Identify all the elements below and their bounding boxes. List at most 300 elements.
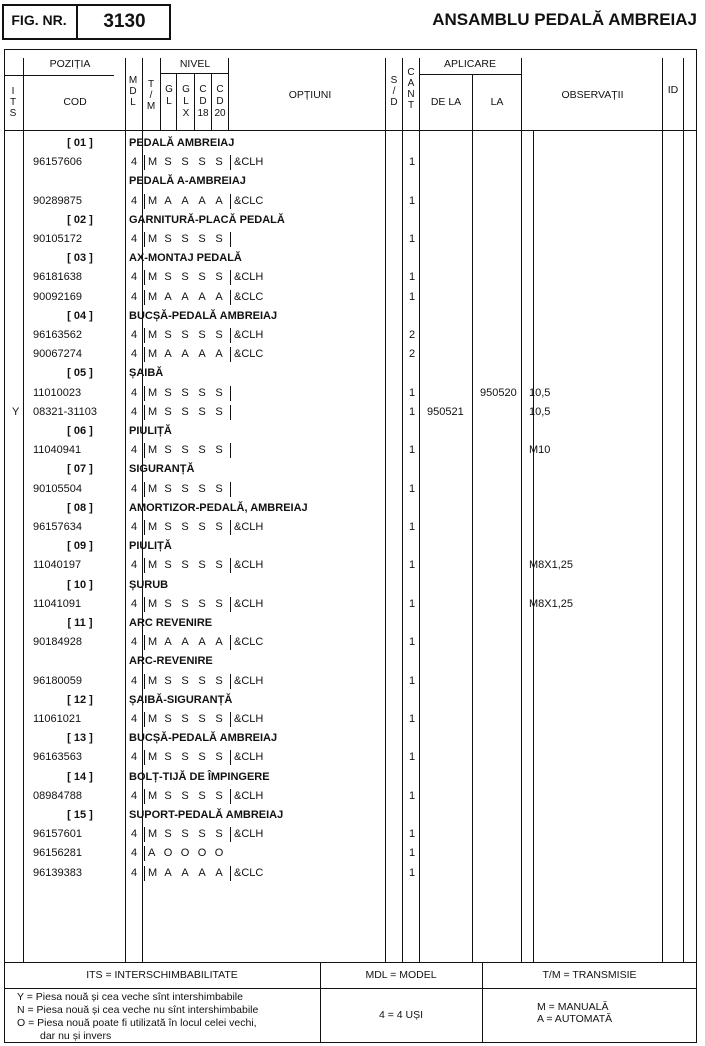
nivel-value: S: [181, 482, 189, 495]
quantity: 1: [409, 828, 416, 841]
quantity: 1: [409, 847, 416, 860]
row-divider: [144, 482, 145, 497]
figure-number: 3130: [103, 11, 146, 32]
nivel-value: O: [214, 847, 224, 860]
model-value: 4: [131, 405, 138, 418]
nivel-col-header: L: [183, 96, 189, 107]
part-description: SUPORT-PEDALĂ AMBREIAJ: [129, 809, 284, 821]
nivel-value: S: [181, 233, 189, 245]
quantity: 1: [409, 194, 416, 207]
observation: 10,5: [529, 405, 551, 418]
nivel-value: S: [215, 597, 223, 610]
nivel-value: S: [215, 789, 223, 802]
nivel-value: S: [164, 156, 172, 169]
quantity: 1: [409, 559, 416, 572]
part-code: 96163563: [33, 751, 82, 764]
legend-mdl-value: 4 = 4 UȘI: [378, 1009, 424, 1021]
nivel-value: S: [215, 233, 223, 245]
nivel-value: S: [181, 271, 189, 284]
position-number: [ 15 ]: [67, 809, 93, 821]
nivel-value: S: [181, 386, 189, 399]
legend-its-line: Y = Piesa nouă și cea veche sînt intershimbabile: [17, 991, 243, 1003]
position-number: [ 04 ]: [67, 309, 93, 322]
row-divider: [144, 846, 145, 861]
nivel-value: S: [164, 405, 172, 418]
part-description: BOLȚ-TIJĂ DE ÎMPINGERE: [129, 770, 270, 783]
option-code: &CLC: [234, 636, 264, 649]
row-divider: [230, 386, 231, 401]
transmission-value: M: [148, 636, 158, 649]
quantity: 1: [409, 290, 416, 303]
row-divider: [230, 635, 231, 650]
nivel-value: S: [181, 674, 189, 687]
model-value: 4: [131, 751, 138, 764]
transmission-value: M: [148, 405, 158, 418]
part-code: 96157606: [33, 156, 82, 169]
heading-row: [0, 576, 705, 595]
transmission-value: M: [148, 386, 158, 399]
nivel-value: S: [181, 751, 189, 764]
nivel-value: S: [198, 559, 206, 572]
nivel-value: S: [164, 559, 172, 572]
part-row: [0, 441, 705, 460]
its-value: Y: [12, 405, 20, 418]
option-code: &CLC: [234, 866, 264, 879]
part-row: [0, 864, 705, 883]
row-divider: [144, 789, 145, 804]
part-description: ARC REVENIRE: [129, 617, 213, 629]
part-code: 11010023: [33, 386, 82, 399]
option-code: &CLC: [234, 348, 264, 361]
nivel-value: S: [215, 751, 223, 764]
option-code: &CLC: [234, 194, 264, 207]
row-divider: [144, 520, 145, 535]
nivel-value: S: [198, 789, 206, 802]
position-number: [ 12 ]: [67, 693, 93, 706]
row-divider: [230, 827, 231, 842]
nivel-col-header: X: [182, 108, 190, 119]
row-divider: [230, 597, 231, 612]
heading-row: [0, 172, 705, 191]
row-divider: [230, 405, 231, 420]
transmission-value: M: [148, 789, 158, 802]
heading-row: [0, 134, 705, 153]
nivel-value: A: [215, 348, 223, 361]
row-divider: [144, 866, 145, 881]
legend-tm-title: T/M = TRANSMISIE: [542, 969, 637, 981]
part-description: ȘURUB: [129, 578, 169, 591]
part-row: [0, 192, 705, 211]
option-code: &CLH: [234, 329, 264, 341]
its-header: T: [9, 97, 17, 108]
model-value: 4: [131, 482, 138, 495]
nivel-value: S: [198, 674, 206, 687]
part-code: 96139383: [33, 866, 82, 879]
nivel-value: A: [198, 290, 206, 303]
option-code: &CLH: [234, 789, 264, 802]
option-code: &CLC: [234, 290, 264, 303]
nivel-value: S: [215, 828, 223, 841]
sd-header: D: [390, 97, 398, 108]
transmission-value: M: [148, 751, 158, 764]
part-row: [0, 153, 705, 172]
part-row: [0, 518, 705, 537]
nivel-value: S: [164, 789, 172, 802]
nivel-value: A: [198, 636, 206, 649]
row-divider: [230, 232, 231, 247]
heading-row: [0, 211, 705, 230]
quantity: 1: [409, 674, 416, 687]
sd-header: S: [390, 75, 398, 86]
transmission-value: M: [148, 194, 158, 207]
option-code: &CLH: [234, 713, 264, 725]
nivel-value: S: [198, 713, 206, 725]
nivel-value: S: [198, 482, 206, 495]
nivel-value: S: [181, 329, 189, 341]
part-code: 96157601: [33, 828, 82, 841]
quantity: 1: [409, 636, 416, 649]
model-value: 4: [131, 559, 138, 572]
nivel-col-header: D: [199, 96, 207, 107]
nivel-value: A: [198, 194, 206, 207]
row-divider: [144, 328, 145, 343]
cant-header: A: [407, 78, 415, 89]
heading-row: [0, 691, 705, 710]
nivel-value: A: [181, 866, 189, 879]
nivel-value: S: [164, 482, 172, 495]
quantity: 1: [409, 482, 416, 495]
cod-header: COD: [63, 96, 87, 108]
part-row: [0, 748, 705, 767]
heading-row: [0, 652, 705, 671]
rule-header-bottom: [4, 130, 697, 131]
model-value: 4: [131, 233, 138, 245]
row-divider: [230, 520, 231, 535]
transmission-value: M: [148, 233, 158, 245]
transmission-value: M: [148, 674, 158, 687]
model-value: 4: [131, 713, 138, 725]
mdl-header: L: [130, 97, 136, 108]
row-divider: [144, 597, 145, 612]
part-description: GARNITURĂ-PLACĂ PEDALĂ: [129, 213, 285, 226]
nivel-value: S: [164, 828, 172, 841]
nivel-value: A: [164, 290, 172, 303]
row-divider: [144, 270, 145, 285]
tm-header: M: [146, 101, 156, 112]
transmission-value: M: [148, 713, 158, 725]
row-divider: [144, 386, 145, 401]
row-divider: [230, 443, 231, 458]
model-value: 4: [131, 847, 138, 860]
part-code: 11061021: [33, 713, 82, 725]
row-divider: [144, 155, 145, 170]
part-code: 08984788: [33, 789, 82, 802]
part-row: [0, 556, 705, 575]
nivel-value: A: [215, 636, 223, 649]
transmission-value: M: [148, 156, 158, 169]
nivel-value: A: [164, 348, 172, 361]
row-divider: [230, 712, 231, 727]
model-value: 4: [131, 597, 138, 610]
row-divider: [230, 750, 231, 765]
part-row: [0, 288, 705, 307]
nivel-value: S: [198, 444, 206, 457]
row-divider: [144, 290, 145, 305]
quantity: 1: [409, 521, 416, 533]
model-value: 4: [131, 828, 138, 841]
heading-row: [0, 249, 705, 268]
quantity: 1: [409, 271, 416, 284]
its-header: I: [11, 86, 15, 97]
part-row: [0, 825, 705, 844]
position-number: [ 10 ]: [67, 578, 93, 591]
row-divider: [144, 443, 145, 458]
position-number: [ 13 ]: [67, 732, 93, 745]
transmission-value: M: [148, 271, 158, 284]
nivel-value: A: [181, 194, 189, 207]
nivel-value: S: [164, 674, 172, 687]
legend-mdl-title: MDL = MODEL: [365, 969, 437, 981]
nivel-header: NIVEL: [179, 58, 211, 70]
nivel-value: S: [198, 751, 206, 764]
nivel-value: S: [215, 156, 223, 169]
option-code: &CLH: [234, 597, 264, 610]
quantity: 1: [409, 386, 416, 399]
part-description: PEDALĂ A-AMBREIAJ: [129, 175, 246, 188]
nivel-value: S: [215, 482, 223, 495]
model-value: 4: [131, 156, 138, 169]
legend-its-line: dar nu și invers: [40, 1030, 112, 1042]
part-row: [0, 710, 705, 729]
mdl-header: D: [129, 86, 137, 97]
part-code: 90184928: [33, 636, 82, 649]
part-code: 90105172: [33, 233, 82, 245]
tm-header: T: [147, 79, 155, 90]
rule-legend-sub: [4, 988, 697, 989]
transmission-value: M: [148, 482, 158, 495]
transmission-value: M: [148, 597, 158, 610]
part-code: 96157634: [33, 521, 82, 533]
nivel-value: S: [164, 329, 172, 341]
mdl-header: M: [128, 75, 138, 86]
observation: M8X1,25: [529, 559, 574, 572]
part-description: PEDALĂ AMBREIAJ: [129, 137, 235, 149]
legend-its-line: N = Piesa nouă și cea veche nu sînt intershimbabile: [17, 1004, 259, 1016]
nivel-value: S: [164, 444, 172, 457]
part-description: AMORTIZOR-PEDALĂ, AMBREIAJ: [129, 501, 308, 514]
rule-aplicare: [420, 74, 521, 75]
heading-row: [0, 307, 705, 326]
heading-row: [0, 499, 705, 518]
model-value: 4: [131, 290, 138, 303]
nivel-value: A: [164, 636, 172, 649]
nivel-value: S: [164, 271, 172, 284]
nivel-value: S: [215, 521, 223, 533]
legend-tm-line: M = MANUALĂ: [537, 1001, 609, 1013]
option-code: &CLH: [234, 751, 264, 764]
quantity: 2: [409, 348, 416, 361]
part-row: [0, 230, 705, 249]
quantity: 1: [409, 789, 416, 802]
part-code: 08321-31103: [33, 405, 98, 418]
observation: 10,5: [529, 386, 551, 399]
nivel-value: S: [181, 156, 189, 169]
observation: M8X1,25: [529, 597, 574, 610]
transmission-value: M: [148, 521, 158, 533]
id-header: ID: [667, 84, 679, 96]
la-header: LA: [490, 96, 504, 108]
nivel-value: S: [198, 271, 206, 284]
part-code: 90067274: [33, 348, 82, 361]
part-description: ARC-REVENIRE: [129, 655, 213, 668]
row-divider: [144, 750, 145, 765]
nivel-value: S: [198, 386, 206, 399]
heading-row: [0, 422, 705, 441]
part-description: ȘAIBĂ: [129, 367, 164, 380]
nivel-value: O: [197, 847, 207, 860]
part-row: [0, 268, 705, 287]
option-code: &CLH: [234, 271, 264, 284]
row-divider: [144, 347, 145, 362]
part-row: [0, 672, 705, 691]
sd-header: /: [392, 86, 396, 97]
part-code: 11040941: [33, 444, 82, 457]
quantity: 2: [409, 329, 416, 341]
cant-header: N: [407, 89, 415, 100]
row-divider: [144, 827, 145, 842]
nivel-value: A: [198, 348, 206, 361]
part-row: [0, 633, 705, 652]
nivel-value: S: [181, 789, 189, 802]
nivel-value: S: [215, 713, 223, 725]
transmission-value: M: [148, 559, 158, 572]
rule-legend-top: [4, 962, 697, 963]
figure-label: FIG. NR.: [2, 4, 78, 40]
part-description: PIULIȚĂ: [129, 425, 172, 437]
part-code: 90289875: [33, 194, 82, 207]
observation: M10: [529, 444, 551, 457]
nivel-value: S: [198, 233, 206, 245]
row-divider: [230, 866, 231, 881]
part-code: 11040197: [33, 559, 82, 572]
nivel-col-header: L: [166, 96, 172, 107]
part-description: BUCȘĂ-PEDALĂ AMBREIAJ: [129, 732, 278, 745]
nivel-value: S: [181, 405, 189, 418]
transmission-value: M: [148, 290, 158, 303]
quantity: 1: [409, 751, 416, 764]
quantity: 1: [409, 866, 416, 879]
transmission-value: M: [148, 828, 158, 841]
heading-row: [0, 768, 705, 787]
position-number: [ 05 ]: [67, 367, 93, 380]
heading-row: [0, 729, 705, 748]
part-row: [0, 787, 705, 806]
position-number: [ 03 ]: [67, 252, 93, 265]
part-code: 96180059: [33, 674, 82, 687]
legend-tm-line: A = AUTOMATĂ: [537, 1013, 613, 1025]
nivel-value: A: [215, 194, 223, 207]
part-code: 96163562: [33, 329, 82, 341]
its-header: S: [9, 108, 17, 119]
option-code: &CLH: [234, 521, 264, 533]
optiuni-header: OPȚIUNI: [288, 89, 332, 101]
row-divider: [144, 405, 145, 420]
position-number: [ 07 ]: [67, 463, 93, 476]
position-number: [ 02 ]: [67, 213, 93, 226]
row-divider: [230, 789, 231, 804]
transmission-value: M: [148, 329, 158, 341]
part-code: 11041091: [33, 597, 82, 610]
pozitia-header: POZIȚIA: [49, 58, 91, 70]
tm-header: /: [149, 90, 153, 101]
observatii-header: OBSERVAȚII: [561, 89, 624, 101]
row-divider: [230, 482, 231, 497]
row-divider: [144, 635, 145, 650]
part-row: [0, 345, 705, 364]
nivel-value: S: [181, 521, 189, 533]
rule-pozitia: [4, 75, 114, 76]
part-description: PIULIȚĂ: [129, 540, 172, 553]
option-code: &CLH: [234, 828, 264, 841]
nivel-value: S: [164, 233, 172, 245]
transmission-value: M: [148, 348, 158, 361]
transmission-value: A: [148, 847, 156, 860]
nivel-value: S: [198, 156, 206, 169]
heading-row: [0, 364, 705, 383]
nivel-value: A: [164, 866, 172, 879]
row-divider: [230, 155, 231, 170]
model-value: 4: [131, 636, 138, 649]
heading-row: [0, 614, 705, 633]
cant-header: T: [407, 100, 415, 111]
row-divider: [144, 194, 145, 209]
position-number: [ 09 ]: [67, 540, 93, 553]
heading-row: [0, 460, 705, 479]
model-value: 4: [131, 386, 138, 399]
heading-row: [0, 537, 705, 556]
row-divider: [230, 558, 231, 573]
nivel-value: S: [215, 405, 223, 418]
nivel-value: A: [164, 194, 172, 207]
position-number: [ 08 ]: [67, 501, 93, 514]
nivel-value: S: [215, 329, 223, 341]
transmission-value: M: [148, 444, 158, 457]
row-divider: [230, 194, 231, 209]
nivel-value: S: [198, 828, 206, 841]
part-code: 96181638: [33, 271, 82, 284]
part-code: 90105504: [33, 482, 82, 495]
part-row: [0, 480, 705, 499]
applicable-from: 950521: [427, 405, 464, 418]
row-divider: [144, 558, 145, 573]
nivel-value: S: [215, 444, 223, 457]
position-number: [ 01 ]: [67, 137, 93, 149]
nivel-value: A: [215, 290, 223, 303]
part-description: BUCȘĂ-PEDALĂ AMBREIAJ: [129, 309, 278, 322]
model-value: 4: [131, 271, 138, 284]
nivel-value: O: [163, 847, 173, 860]
nivel-col-header: 20: [214, 108, 226, 119]
row-divider: [230, 347, 231, 362]
aplicare-header: APLICARE: [444, 58, 496, 70]
nivel-value: S: [164, 597, 172, 610]
part-row: [0, 384, 705, 403]
model-value: 4: [131, 329, 138, 341]
part-description: ȘAIBĂ-SIGURANȚĂ: [129, 693, 233, 706]
option-code: &CLH: [234, 156, 264, 169]
transmission-value: M: [148, 866, 158, 879]
quantity: 1: [409, 597, 416, 610]
